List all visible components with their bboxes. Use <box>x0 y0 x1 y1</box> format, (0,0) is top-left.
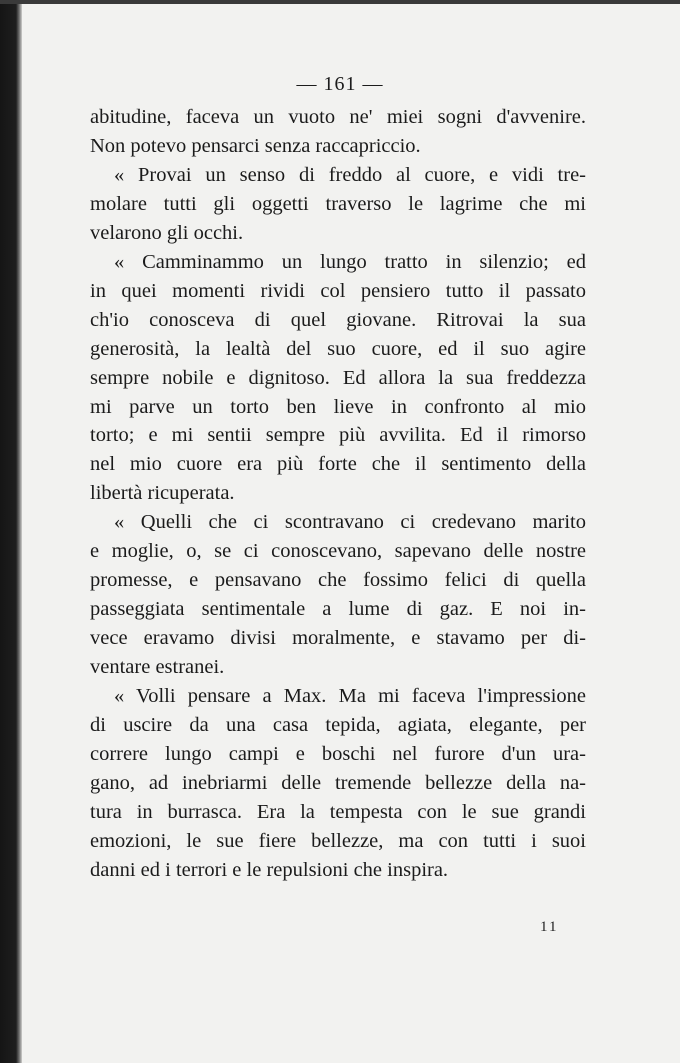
text-line: velarono gli occhi. <box>90 221 244 244</box>
text-line: nel mio cuore era più forte che il sentimento della <box>90 453 586 476</box>
text-line: e moglie, o, se ci conoscevano, sapevano delle nostre <box>90 540 586 563</box>
text-line: torto; e mi sentii sempre più avvilita. Ed il rimorso <box>90 424 586 447</box>
body-text <box>90 103 586 885</box>
text-line: libertà ricuperata. <box>90 482 235 505</box>
text-line: tura in burrasca. Era la tempesta con le sue grandi <box>90 800 586 823</box>
text-line: generosità, la lealtà del suo cuore, ed il suo agire <box>90 337 586 360</box>
text-line: ch'io conosceva di quel giovane. Ritrovai la sua <box>90 308 586 331</box>
text-line: ventare estranei. <box>90 656 225 679</box>
text-line: promesse, e pensavano che fossimo felici di quella <box>90 569 586 592</box>
page-number: — 161 — <box>296 73 384 95</box>
text-line: molare tutti gli oggetti traverso le lagrime che mi <box>90 192 586 215</box>
text-line: in quei momenti rividi col pensiero tutto il passato <box>90 279 586 302</box>
text-line: di uscire da una casa tepida, agiata, elegante, per <box>90 714 586 737</box>
text-line: correre lungo campi e boschi nel furore d'un ura- <box>90 742 586 765</box>
text-line: vece eravamo divisi moralmente, e stavamo per di- <box>90 627 586 650</box>
text-line: « Volli pensare a Max. Ma mi faceva l'impressione <box>114 685 586 708</box>
page-top-edge <box>0 0 680 4</box>
text-line: gano, ad inebriarmi delle tremende bellezze della na- <box>90 771 586 794</box>
signature-mark: 11 <box>540 919 559 935</box>
binding-edge <box>0 0 22 1063</box>
text-line: mi parve un torto ben lieve in confronto al mio <box>90 395 586 418</box>
text-line: sempre nobile e dignitoso. Ed allora la sua freddezza <box>90 366 586 389</box>
text-line: emozioni, le sue fiere bellezze, ma con tutti i suoi <box>90 829 586 852</box>
text-line: abitudine, faceva un vuoto ne' miei sogni d'avvenire. <box>90 106 586 128</box>
text-line: danni ed i terrori e le repulsioni che inspira. <box>90 858 449 881</box>
text-line: « Quelli che ci scontravano ci credevano marito <box>114 511 586 534</box>
text-line: « Provai un senso di freddo al cuore, e vidi tre- <box>114 163 586 186</box>
text-line: Non potevo pensarci senza raccapriccio. <box>90 134 421 157</box>
text-line: « Camminammo un lungo tratto in silenzio; ed <box>114 250 586 273</box>
text-line: passeggiata sentimentale a lume di gaz. E noi in- <box>90 598 586 621</box>
